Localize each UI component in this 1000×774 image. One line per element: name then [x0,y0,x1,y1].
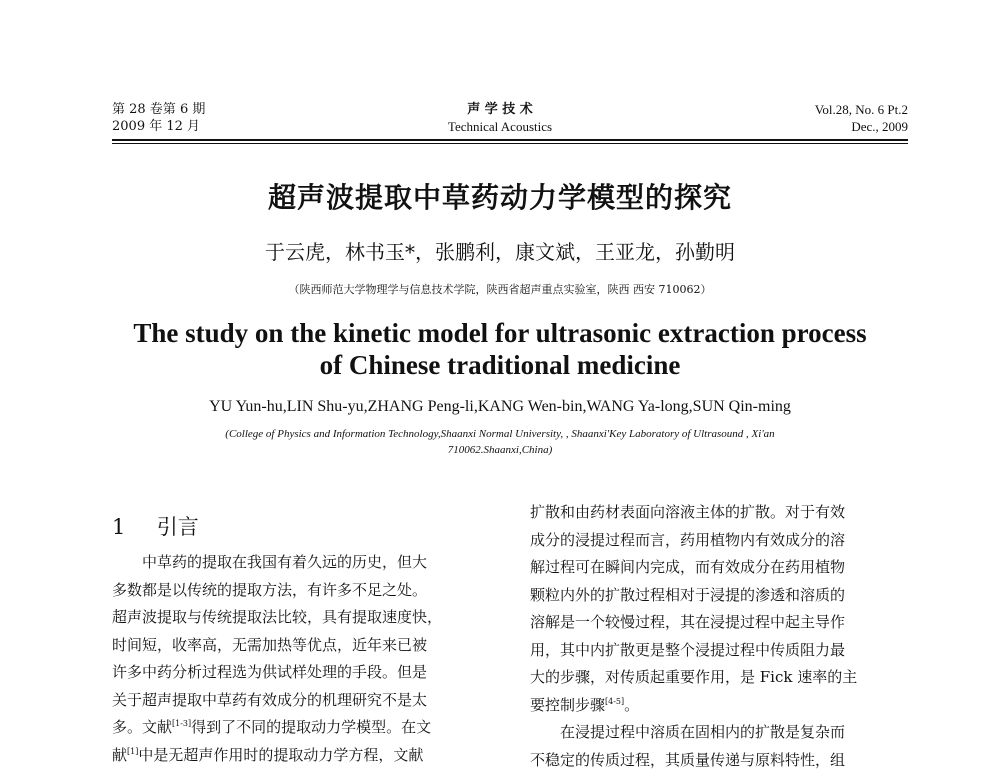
text: 得到了不同的提取动力学模型。在文 [191,718,431,736]
journal-name-en: Technical Acoustics [0,118,1000,135]
text: 。 [624,696,639,714]
date-en: Dec., 2009 [815,118,908,135]
right-line: 不稳定的传质过程，其质量传递与原料特性，组 [530,747,900,774]
title-en-line2: of Chinese traditional medicine [0,349,1000,381]
paper-title-en [0,317,1000,381]
right-line: 颗粒内外的扩散过程相对于浸提的渗透和溶质的 [530,582,900,610]
left-line: 关于超声提取中草药有效成分的机理研究不是太 [112,687,480,715]
section-number: 1 [112,515,125,539]
volume-number: Vol.28, No. 6 Pt.2 [815,101,908,118]
right-line: 成分的浸提过程而言，药用植物内有效成分的溶 [530,527,900,555]
text: 献 [112,746,127,764]
left-line: 多数都是以传统的提取方法，有许多不足之处。 [112,577,480,605]
citation-ref: [4-5] [605,697,624,706]
section-title: 引言 [157,515,199,539]
paper-title-cn: 超声波提取中草药动力学模型的探究 [0,176,1000,216]
left-line: 许多中药分析过程选为供试样处理的手段。但是 [112,659,480,687]
journal-name-cn: 声 学 技 术 [0,101,1000,118]
right-line: 溶解是一个较慢过程，其在浸提过程中起主导作 [530,609,900,637]
left-line: 超声波提取与传统提取法比较，具有提取速度快， [112,604,480,632]
journal-header-right [815,101,908,135]
right-line: 在浸提过程中溶质在固相内的扩散是复杂而 [530,719,900,747]
journal-date: 2009 年 12 月 [112,118,205,135]
right-line: 扩散和由药材表面向溶液主体的扩散。对于有效 [530,499,900,527]
left-line [112,742,480,770]
right-line: 大的步骤，对传质起重要作用，是 Fick 速率的主 [530,664,900,692]
right-line: 用，其中内扩散更是整个浸提过程中传质阻力最 [530,637,900,665]
authors-en: YU Yun-hu,LIN Shu-yu,ZHANG Peng-li,KANG Wen-bin,WANG Ya-long,SUN Qin-ming [0,398,1000,416]
journal-issue: 第 28 卷第 6 期 [112,101,205,118]
left-column [112,549,480,769]
text: 要控制步骤 [530,696,605,714]
authors-cn: 于云虎，林书玉*，张鹏利，康文斌，王亚龙，孙勤明 [0,236,1000,265]
right-column [530,499,900,774]
header-rule [112,139,908,141]
left-line: 中草药的提取在我国有着久远的历史，但大 [112,549,480,577]
left-line [112,714,480,742]
text: 中是无超声作用时的提取动力学方程，文献 [138,746,423,764]
right-line [530,692,900,720]
citation-ref: [1-3] [172,719,191,728]
affiliation-en-line1: (College of Physics and Information Technology,Shaanxi Normal University, , Shaanxi'Key Laboratory of Ultrasound , Xi'an [170,426,830,442]
header-rule-thin [112,143,908,144]
affiliation-en-line2: 710062.Shaanxi,China) [170,442,830,458]
section-heading [112,511,199,541]
citation-ref: [1] [127,747,138,756]
text: 多。文献 [112,718,172,736]
right-line: 解过程可在瞬间内完成，而有效成分在药用植物 [530,554,900,582]
title-en-line1: The study on the kinetic model for ultrasonic extraction process [0,317,1000,349]
affiliation-en [170,426,830,458]
affiliation-cn: （陕西师范大学物理学与信息技术学院，陕西省超声重点实验室，陕西 西安 710062） [0,281,1000,297]
left-line: 时间短，收率高，无需加热等优点，近年来已被 [112,632,480,660]
